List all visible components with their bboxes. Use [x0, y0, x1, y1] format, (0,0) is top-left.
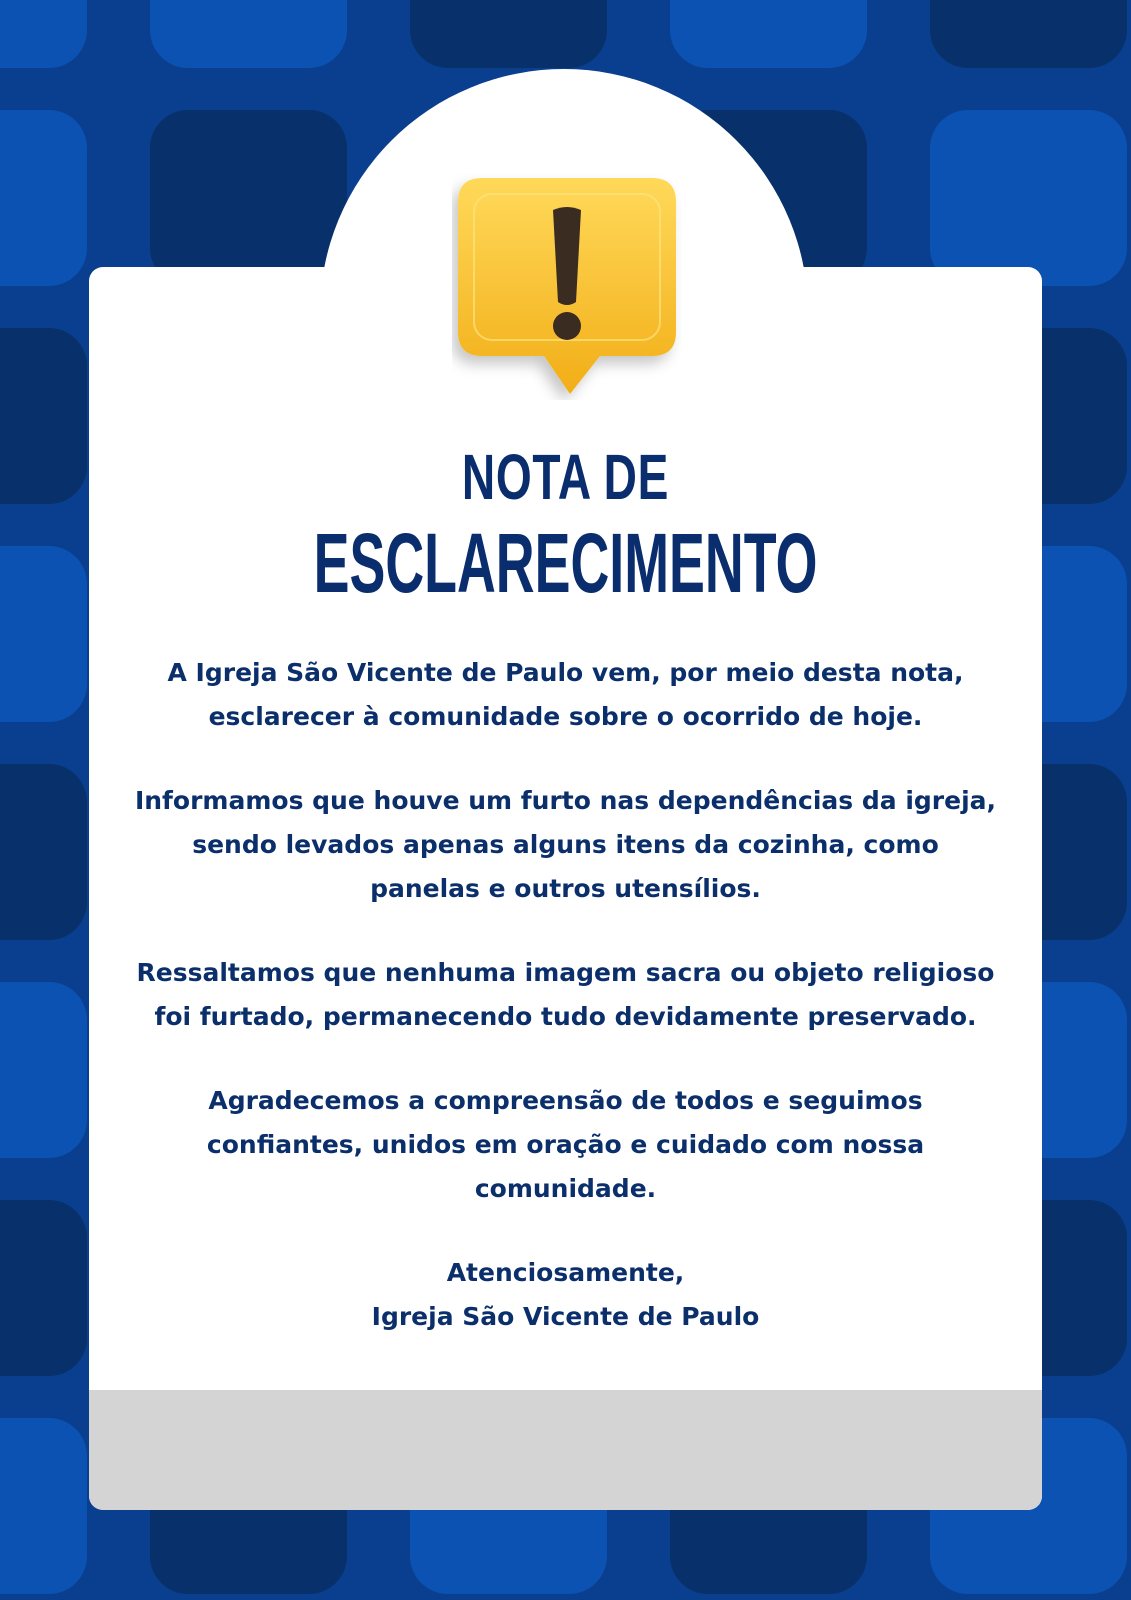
paragraph-thanks: Agradecemos a compreensão de todos e seguimos confiantes, unidos em oração e cuidado com nossa comunidade. [206, 1086, 925, 1203]
background-tile [0, 982, 87, 1158]
notice-title [89, 441, 1042, 610]
background-tile [150, 0, 347, 68]
background-tile [410, 0, 607, 68]
background-tile [0, 328, 87, 504]
background-tile [930, 110, 1127, 286]
background-tile [0, 1200, 87, 1376]
background-tile [0, 764, 87, 940]
background-tile [670, 0, 867, 68]
paragraph-preserved: Ressaltamos que nenhuma imagem sacra ou objeto religioso foi furtado, permanecendo tudo devidamente preservado. [136, 958, 995, 1031]
paragraph-theft: Informamos que houve um furto nas dependências da igreja, sendo levados apenas alguns itens da cozinha, como panelas e outros utensílios. [134, 786, 997, 903]
title-line-1: NOTA DE [461, 441, 670, 513]
background-tile [0, 110, 87, 286]
footer-band [89, 1390, 1042, 1510]
exclamation-speech-bubble-icon [452, 172, 682, 400]
background-tile [0, 0, 87, 68]
title-line-2: ESCLARECIMENTO [313, 516, 818, 610]
closing-signature: Atenciosamente, Igreja São Vicente de Paulo [371, 1258, 760, 1331]
background-tile [930, 0, 1127, 68]
background-tile [0, 546, 87, 722]
paragraph-intro: A Igreja São Vicente de Paulo vem, por meio desta nota, esclarecer à comunidade sobre o ocorrido de hoje. [167, 658, 964, 731]
background-tile [0, 1418, 87, 1594]
notice-body [89, 651, 1042, 1339]
background-tile [150, 110, 347, 286]
notice-content [89, 441, 1042, 1339]
